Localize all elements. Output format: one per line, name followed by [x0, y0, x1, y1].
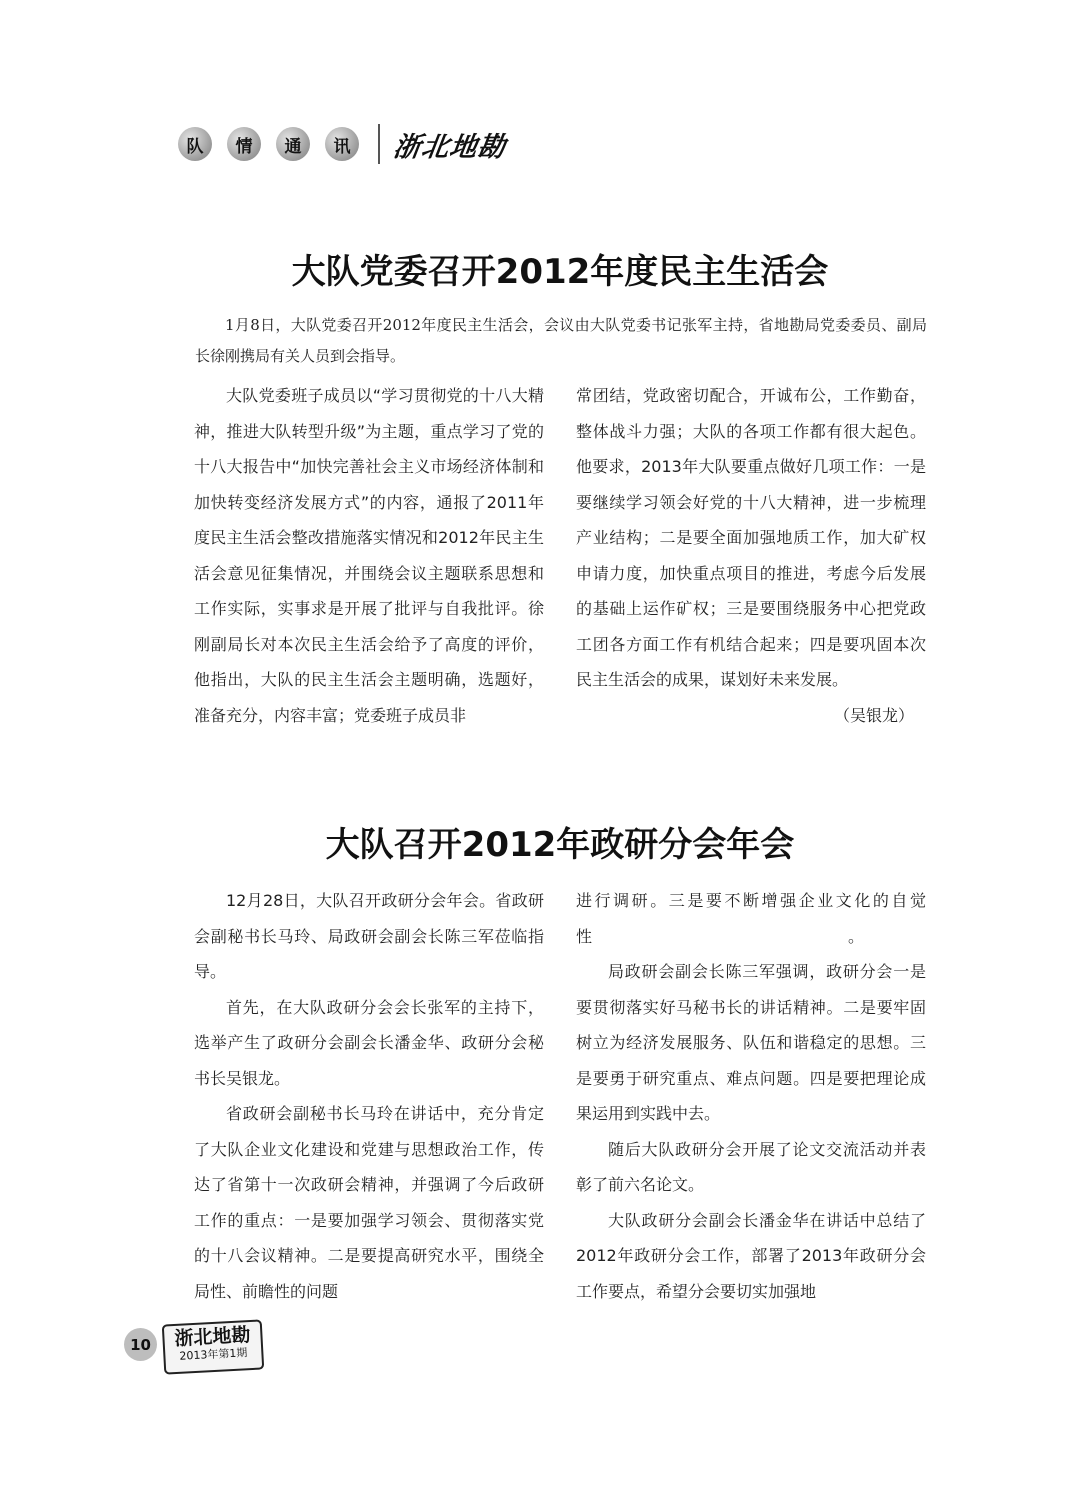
article-column-right: [576, 883, 926, 1309]
article-paragraph: 省政研会副秘书长马玲在讲话中，充分肯定了大队企业文化建设和党建与思想政治工作，传达了省第十一次政研会精神，并强调了今后政研工作的重点：一是要加强学习领会、贯彻落实党的十八会议精神。二是要提高研究水平，围绕全局性、前瞻性的问题: [194, 1104, 544, 1301]
header-divider: [378, 124, 380, 164]
article-intro: 1月8日，大队党委召开2012年度民主生活会，会议由大队党委书记张军主持，省地勘局党委委员、副局长徐刚携局有关人员到会指导。: [195, 316, 927, 365]
article-paragraph: 大队政研分会副会长潘金华在讲话中总结了2012年政研分会工作，部署了2013年政研分会工作要点，希望分会要切实加强地: [576, 1210, 926, 1301]
article-title: 大队召开2012年政研分会年会: [325, 825, 795, 865]
header-badge: 讯: [325, 127, 359, 161]
article-column-right: [576, 378, 926, 733]
footer-logo-name: 浙北地勘: [173, 1324, 252, 1350]
article-paragraph: 常团结，党政密切配合，开诚布公，工作勤奋，整体战斗力强；大队的各项工作都有很大起色。他要求，2013年大队要重点做好几项工作：一是要继续学习领会好党的十八大精神，进一步梳理产业结构；二是要全面加强地质工作，加大矿权申请力度，加快重点项目的推进，考虑今后发展的基础上运作矿权；三是要围绕服务中心把党政工团各方面工作有机结合起来；四是要巩固本次民主生活会的成果，谋划好未来发展。: [576, 386, 926, 689]
section-header: [178, 123, 506, 165]
article-paragraph: 随后大队政研分会开展了论文交流活动并表彰了前六名论文。: [576, 1139, 926, 1194]
article-paragraph: 进行调研。三是要不断增强企业文化的自觉性 。: [576, 891, 926, 946]
page-number: 10: [124, 1328, 157, 1361]
article-column-left: [194, 883, 544, 1309]
article-paragraph: 局政研会副会长陈三军强调，政研分会一是要贯彻落实好马秘书长的讲话精神。二是要牢固树立为经济发展服务、队伍和谐稳定的思想。三是要勇于研究重点、难点问题。四是要把理论成果运用到实践中去。: [576, 962, 926, 1123]
header-badge: 队: [178, 127, 212, 161]
article-paragraph: 大队党委班子成员以“学习贯彻党的十八大精神，推进大队转型升级”为主题，重点学习了党的十八大报告中“加快完善社会主义市场经济体制和加快转变经济发展方式”的内容，通报了2011年度民主生活会整改措施落实情况和2012年民主生活会意见征集情况，并围绕会议主题联系思想和工作实际，实事求是开展了批评与自我批评。徐刚副局长对本次民主生活会给予了高度的评价，他指出，大队的民主生活会主题明确，选题好，准备充分，内容丰富；党委班子成员非: [194, 386, 544, 725]
article-author: （吴银龙）: [833, 705, 914, 725]
article-paragraph: 12月28日，大队召开政研分会年会。省政研会副秘书长马玲、局政研会副会长陈三军莅临指导。: [194, 891, 544, 981]
article-paragraph: 首先，在大队政研分会会长张军的主持下，选举产生了政研分会副会长潘金华、政研分会秘书长吴银龙。: [194, 997, 544, 1088]
article-column-left: [194, 378, 544, 733]
footer-logo: [162, 1319, 264, 1374]
footer-issue: 2013年第1期: [179, 1346, 248, 1363]
header-badge: 通: [276, 127, 310, 161]
header-badge: 情: [227, 127, 261, 161]
article-title: 大队党委召开2012年度民主生活会: [291, 252, 829, 292]
header-logo: 浙北地勘: [391, 131, 508, 163]
